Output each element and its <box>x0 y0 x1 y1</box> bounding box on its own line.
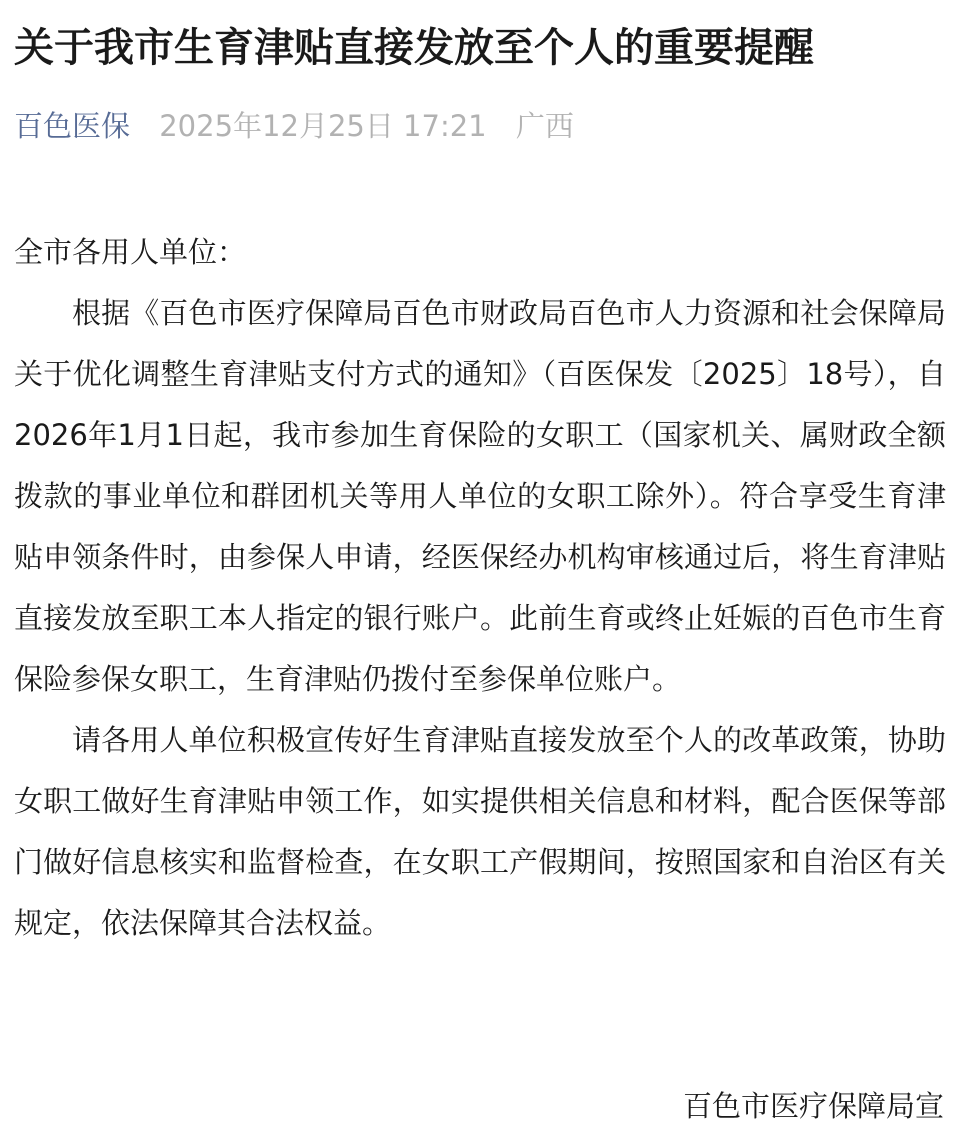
publish-date: 2025年12月25日 17:21 <box>159 109 487 143</box>
signature: 百色市医疗保障局宣 <box>682 1089 944 1123</box>
publish-region: 广西 <box>515 109 574 143</box>
account-name-link[interactable]: 百色医保 <box>14 109 131 143</box>
paragraph-1: 根据《百色市医疗保障局百色市财政局百色市人力资源和社会保障局关于优化调整生育津贴支付方式的通知》（百医保发〔2025〕18号），自2026年1月1日起，我市参加生育保险的女职工（国家机关、属财政全额拨款的事业单位和群团机关等用人单位的女职工除外）。符合享受生育津贴申领条件时，由参保人申请，经医保经办机构审核通过后，将生育津贴直接发放至职工本人指定的银行账户。此前生育或终止妊娠的百色市生育保险参保女职工，生育津贴仍拨付至参保单位账户。 <box>14 296 946 696</box>
paragraph-2: 请各用人单位积极宣传好生育津贴直接发放至个人的改革政策，协助女职工做好生育津贴申领工作，如实提供相关信息和材料，配合医保等部门做好信息核实和监督检查，在女职工产假期间，按照国家和自治区有关规定，依法保障其合法权益。 <box>14 723 946 940</box>
article-body <box>14 222 946 954</box>
salutation: 全市各用人单位： <box>14 235 247 269</box>
article-title: 关于我市生育津贴直接发放至个人的重要提醒 <box>14 25 814 71</box>
article-meta <box>14 106 574 146</box>
